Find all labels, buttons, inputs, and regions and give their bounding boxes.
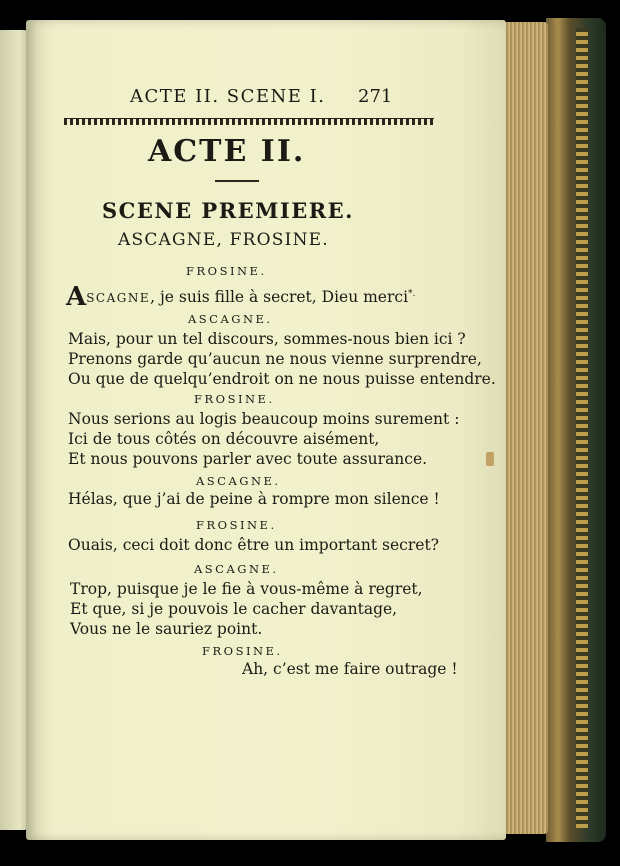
verse-line (66, 282, 415, 312)
scene-title: SCENE PREMIERE. (102, 198, 354, 223)
header-rule (64, 118, 434, 125)
verse-line: Nous serions au logis beaucoup moins surement : (68, 410, 460, 428)
speaker-name: ASCAGNE. (188, 312, 273, 326)
speaker-name: FROSINE. (186, 264, 267, 278)
footnote-mark: *. (408, 288, 416, 299)
verse-line: Vous ne le sauriez point. (70, 620, 263, 638)
act-divider (215, 180, 259, 182)
page-number: 271 (358, 86, 393, 107)
verse-line: Mais, pour un tel discours, sommes-nous bien ici ? (68, 330, 466, 348)
verse-line: Ouais, ceci doit donc être un important secret? (68, 536, 439, 554)
verse-line: Ici de tous côtés on découvre aisément, (68, 430, 380, 448)
verse-text: , je suis fille à secret, Dieu merci (150, 288, 409, 306)
verse-line: Et que, si je pouvois le cacher davantage, (70, 600, 398, 618)
verse-line: Ou que de quelqu’endroit on ne nous puisse entendre. (68, 370, 496, 388)
running-header: ACTE II. SCENE I. (130, 86, 326, 107)
speaker-name: ASCAGNE. (194, 562, 279, 576)
gilt-spine-decoration (576, 28, 588, 828)
speaker-name: FROSINE. (202, 644, 283, 658)
verse-line: Et nous pouvons parler avec toute assurance. (68, 450, 428, 468)
speaker-name: FROSINE. (196, 518, 277, 532)
verse-line: Prenons garde qu’aucun ne nous vienne surprendre, (68, 350, 482, 368)
drop-cap: A (66, 282, 87, 312)
speaker-name: FROSINE. (194, 392, 275, 406)
act-title: ACTE II. (148, 134, 306, 169)
verse-line: Trop, puisque je le fie à vous-même à regret, (70, 580, 423, 598)
verse-line: Hélas, que j’ai de peine à rompre mon silence ! (68, 490, 440, 508)
smallcaps-name: SCAGNE (86, 291, 151, 305)
verse-line: Ah, c’est me faire outrage ! (242, 660, 458, 678)
paper-stain (486, 452, 494, 466)
character-list: ASCAGNE, FROSINE. (118, 230, 329, 250)
speaker-name: ASCAGNE. (196, 474, 281, 488)
left-page-edge (0, 30, 28, 830)
